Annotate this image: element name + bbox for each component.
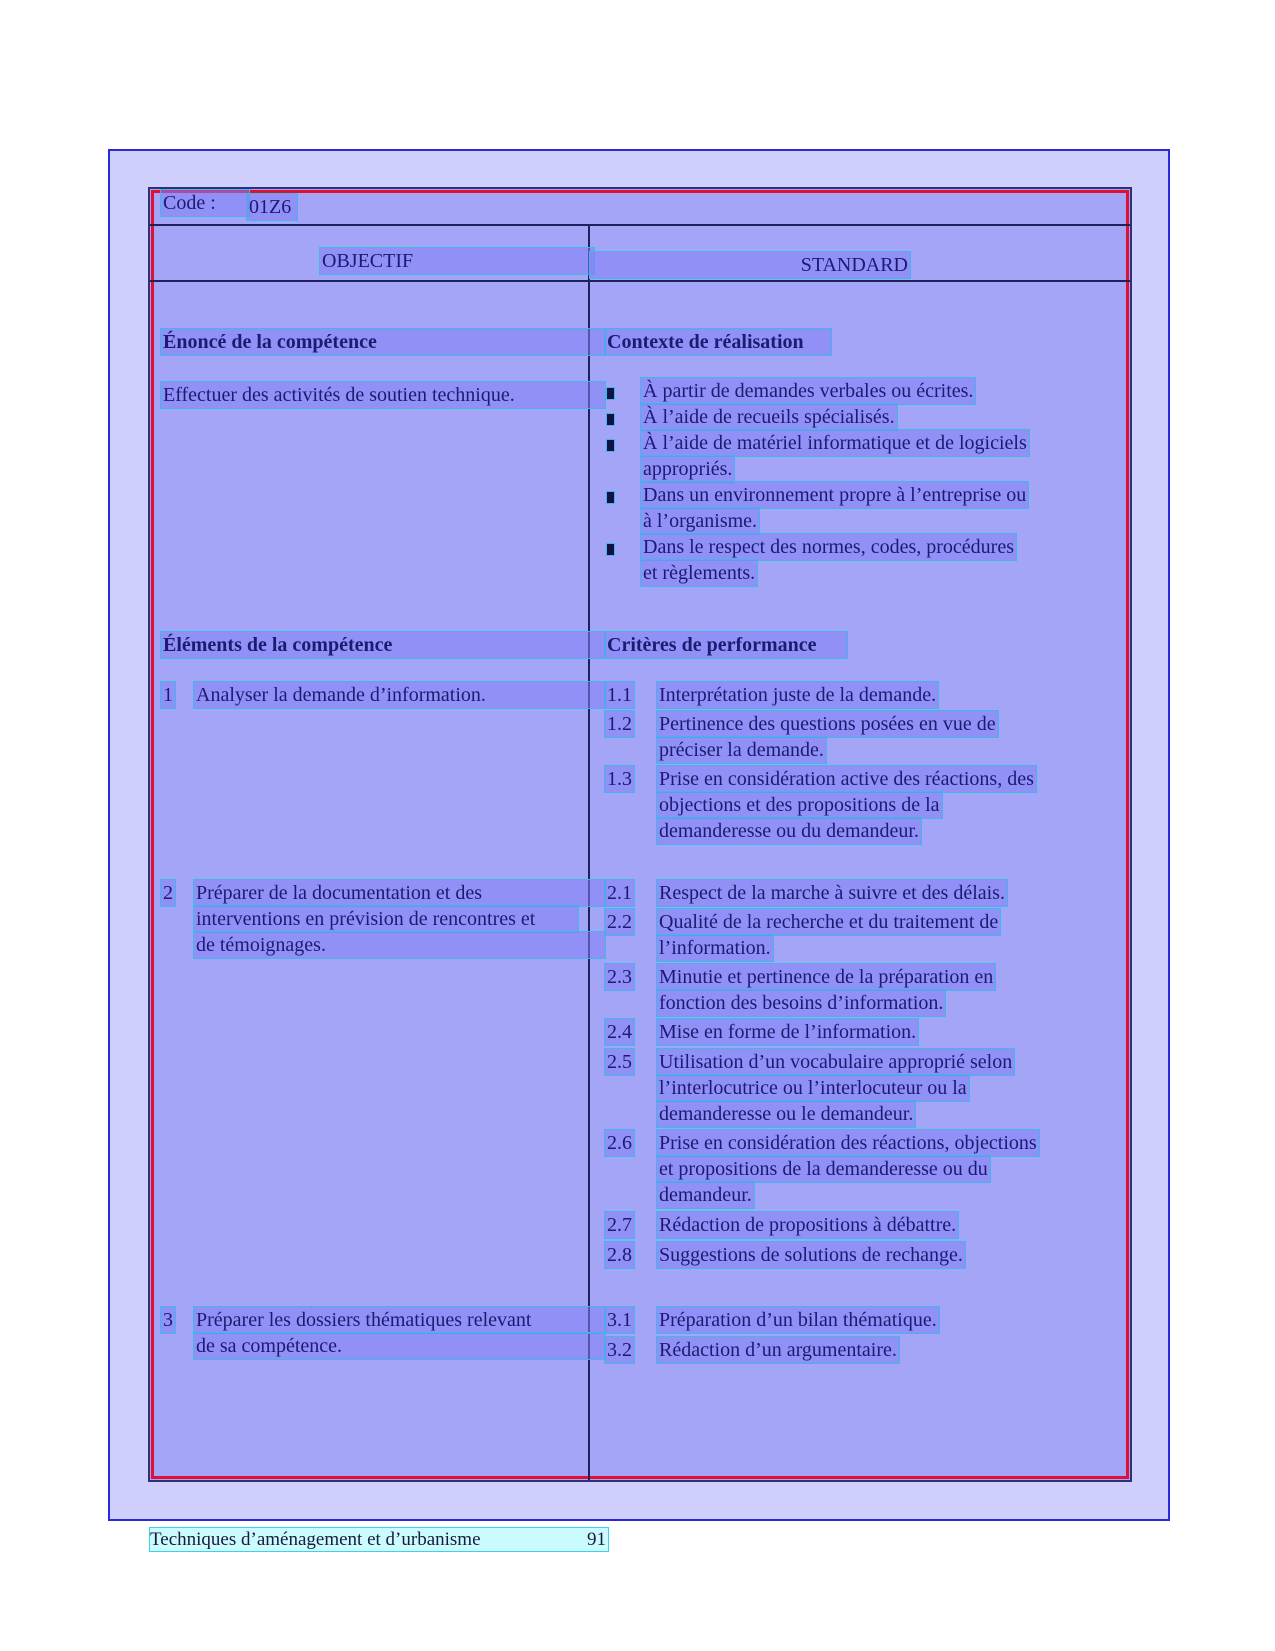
contexte-item: À partir de demandes verbales ou écrites. — [643, 380, 974, 402]
critere-number: 2.7 — [607, 1214, 632, 1236]
critere-text: Suggestions de solutions de rechange. — [659, 1244, 963, 1266]
elements-title: Éléments de la compétence — [161, 632, 605, 658]
critere-text: demanderesse ou du demandeur. — [659, 820, 919, 842]
bullet-icon — [607, 544, 614, 555]
critere-number: 1.1 — [607, 684, 632, 706]
critere-number: 3.1 — [607, 1309, 632, 1331]
contexte-item: À l’aide de recueils spécialisés. — [643, 406, 895, 428]
contexte-title: Contexte de réalisation — [605, 329, 831, 355]
bullet-icon — [607, 440, 614, 451]
critere-text: Prise en considération active des réactions, des — [659, 768, 1034, 790]
column-divider — [588, 224, 590, 1480]
critere-text: Préparation d’un bilan thématique. — [659, 1309, 937, 1331]
bullet-icon — [607, 414, 614, 425]
contexte-item: À l’aide de matériel informatique et de logiciels — [643, 432, 1027, 454]
critere-number: 2.4 — [607, 1021, 632, 1043]
element-number: 1 — [163, 684, 173, 706]
contexte-item: Dans le respect des normes, codes, procédures — [643, 536, 1014, 558]
critere-text: et propositions de la demanderesse ou du — [659, 1158, 988, 1180]
element-number: 2 — [163, 882, 173, 904]
critere-text: Rédaction d’un argumentaire. — [659, 1339, 897, 1361]
contexte-item: à l’organisme. — [643, 510, 758, 532]
critere-text: Pertinence des questions posées en vue de — [659, 713, 996, 735]
element-text: Analyser la demande d’information. — [194, 682, 605, 708]
critere-text: Respect de la marche à suivre et des délais. — [659, 882, 1005, 904]
critere-text: objections et des propositions de la — [659, 794, 940, 816]
critere-text: préciser la demande. — [659, 739, 824, 761]
contexte-item: Dans un environnement propre à l’entreprise ou — [643, 484, 1027, 506]
critere-text: Mise en forme de l’information. — [659, 1021, 917, 1043]
critere-number: 2.6 — [607, 1132, 632, 1154]
critere-number: 3.2 — [607, 1339, 632, 1361]
critere-number: 1.3 — [607, 768, 632, 790]
column-header-standard: STANDARD — [590, 252, 910, 278]
critere-text: fonction des besoins d’information. — [659, 992, 944, 1014]
critere-text: demanderesse ou le demandeur. — [659, 1103, 914, 1125]
element-number: 3 — [163, 1309, 173, 1331]
bullet-icon — [607, 388, 614, 399]
column-header-divider — [150, 280, 1130, 282]
critere-text: Utilisation d’un vocabulaire approprié selon — [659, 1051, 1013, 1073]
critere-number: 2.1 — [607, 882, 632, 904]
critere-number: 1.2 — [607, 713, 632, 735]
element-text: interventions en prévision de rencontres et — [194, 906, 578, 932]
criteres-title: Critères de performance — [605, 632, 847, 658]
critere-text: Prise en considération des réactions, objections — [659, 1132, 1037, 1154]
element-text: de témoignages. — [194, 932, 605, 958]
critere-number: 2.5 — [607, 1051, 632, 1073]
element-text: Préparer les dossiers thématiques relevant — [194, 1307, 605, 1333]
column-header-objectif: OBJECTIF — [320, 248, 594, 274]
enonce-title: Énoncé de la compétence — [161, 329, 605, 355]
header-divider — [150, 224, 1130, 226]
contexte-item: et règlements. — [643, 562, 756, 584]
critere-number: 2.3 — [607, 966, 632, 988]
element-text: Préparer de la documentation et des — [194, 880, 605, 906]
critere-number: 2.8 — [607, 1244, 632, 1266]
enonce-text: Effectuer des activités de soutien technique. — [161, 382, 605, 408]
critere-text: Interprétation juste de la demande. — [659, 684, 937, 706]
footer-title: Techniques d’aménagement et d’urbanisme — [150, 1529, 481, 1550]
critere-text: l’interlocutrice ou l’interlocuteur ou la — [659, 1077, 967, 1099]
critere-text: demandeur. — [659, 1184, 752, 1206]
critere-text: Minutie et pertinence de la préparation en — [659, 966, 994, 988]
element-text: de sa compétence. — [194, 1333, 605, 1359]
critere-number: 2.2 — [607, 911, 632, 933]
code-label: Code : — [161, 190, 249, 216]
critere-text: l’information. — [659, 937, 771, 959]
critere-text: Rédaction de propositions à débattre. — [659, 1214, 957, 1236]
contexte-item: appropriés. — [643, 458, 733, 480]
code-value: 01Z6 — [247, 194, 297, 220]
bullet-icon — [607, 492, 614, 503]
critere-text: Qualité de la recherche et du traitement de — [659, 911, 999, 933]
page-number: 91 — [587, 1529, 606, 1550]
page-footer — [150, 1528, 608, 1551]
